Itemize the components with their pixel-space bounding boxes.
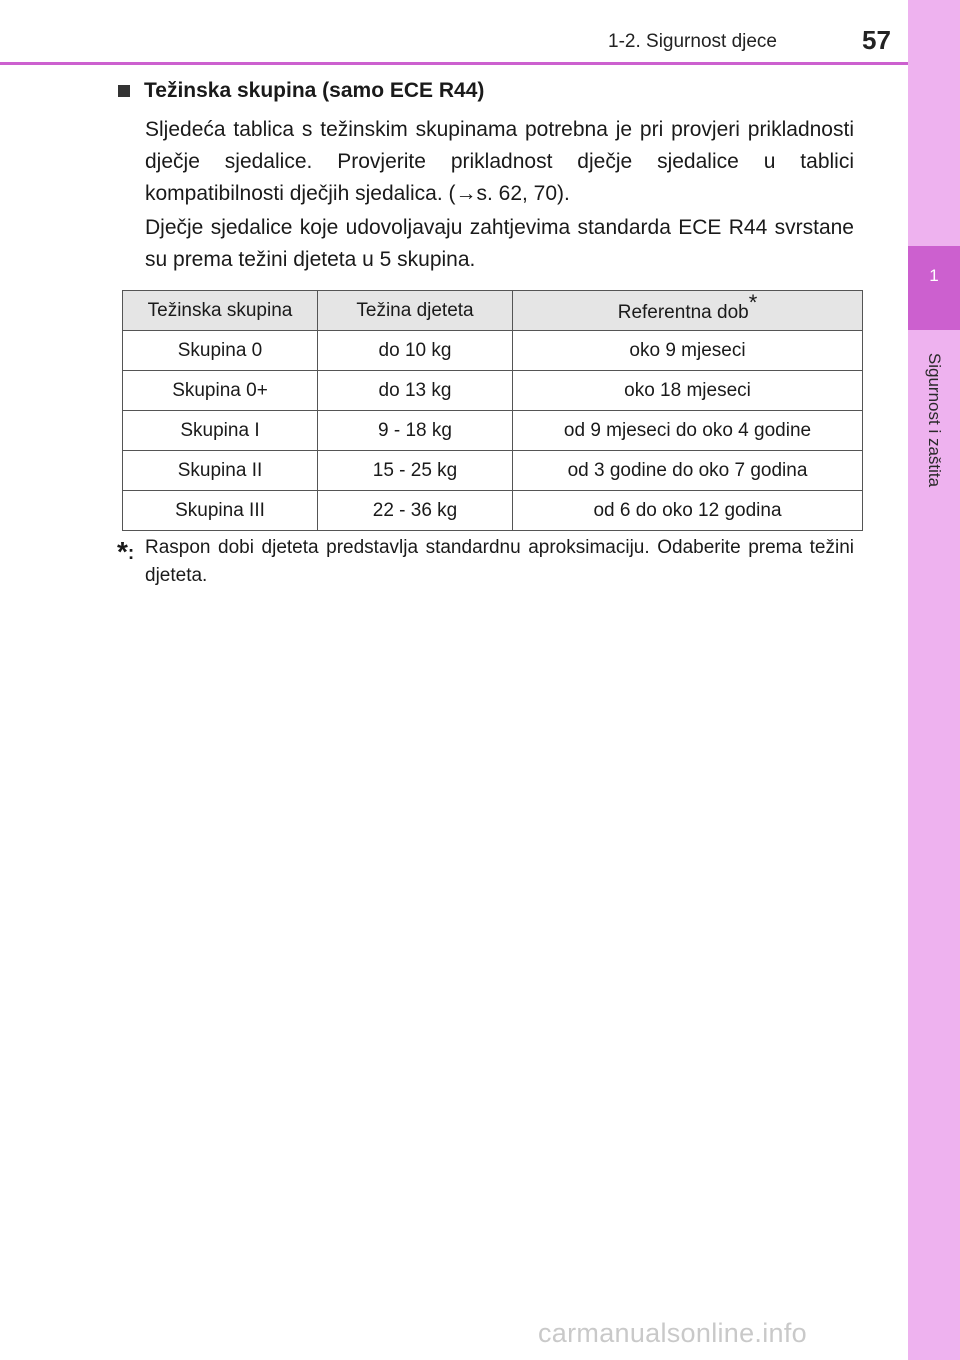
cell-age: oko 18 mjeseci (513, 371, 863, 411)
table-row (123, 331, 863, 371)
cell-weight: do 10 kg (318, 331, 513, 371)
cell-weight: 15 - 25 kg (318, 451, 513, 491)
watermark: carmanualsonline.info (538, 1318, 807, 1348)
chapter-title: Sigurnost i zaštita (925, 352, 944, 488)
chapter-number: 1 (929, 266, 939, 285)
table-row (123, 371, 863, 411)
heading-text: Težinska skupina (samo ECE R44) (144, 79, 485, 102)
intro-paragraph: Sljedeća tablica s težinskim skupinama potrebna je pri provjeri prikladnosti dječje sjedalice. Provjerite prikladnost dječje sjedalice u tablici kompatibilnosti dječjih sjedalica. (→s. 62, 70). (145, 118, 854, 205)
table-row (123, 451, 863, 491)
header-footnote-mark: * (748, 289, 758, 315)
cell-group: Skupina III (123, 491, 318, 531)
header-rule (0, 62, 908, 65)
cell-group: Skupina I (123, 411, 318, 451)
sidebar-band (908, 0, 960, 1360)
cell-age: od 3 godine do oko 7 godina (513, 451, 863, 491)
chapter-tab (908, 246, 960, 330)
page-number: 57 (862, 25, 891, 55)
square-bullet-icon (118, 85, 130, 97)
footnote-mark: *: (117, 536, 135, 567)
cell-weight: do 13 kg (318, 371, 513, 411)
cell-weight: 22 - 36 kg (318, 491, 513, 531)
cell-group: Skupina 0+ (123, 371, 318, 411)
cell-group: Skupina 0 (123, 331, 318, 371)
footnote-text: Raspon dobi djeteta predstavlja standardnu aproksimaciju. Odaberite prema težini djeteta. (145, 537, 854, 586)
cell-group: Skupina II (123, 451, 318, 491)
cell-age: od 9 mjeseci do oko 4 godine (513, 411, 863, 451)
table-header-row (123, 291, 863, 331)
section-heading (118, 79, 484, 103)
section-title: 1-2. Sigurnost djece (608, 31, 777, 52)
table-row (123, 411, 863, 451)
header-reference-age-label: Referentna dob (617, 301, 749, 323)
header-reference-age (513, 291, 863, 331)
header-child-weight: Težina djeteta (318, 291, 513, 331)
groups-paragraph: Dječje sjedalice koje udovoljavaju zahtjevima standarda ECE R44 svrstane su prema težini djeteta u 5 skupina. (145, 216, 854, 271)
cell-age: oko 9 mjeseci (513, 331, 863, 371)
table-row (123, 491, 863, 531)
header-weight-group: Težinska skupina (123, 291, 318, 331)
cell-age: od 6 do oko 12 godina (513, 491, 863, 531)
weight-group-table (122, 290, 863, 531)
footnote (117, 534, 854, 590)
cell-weight: 9 - 18 kg (318, 411, 513, 451)
